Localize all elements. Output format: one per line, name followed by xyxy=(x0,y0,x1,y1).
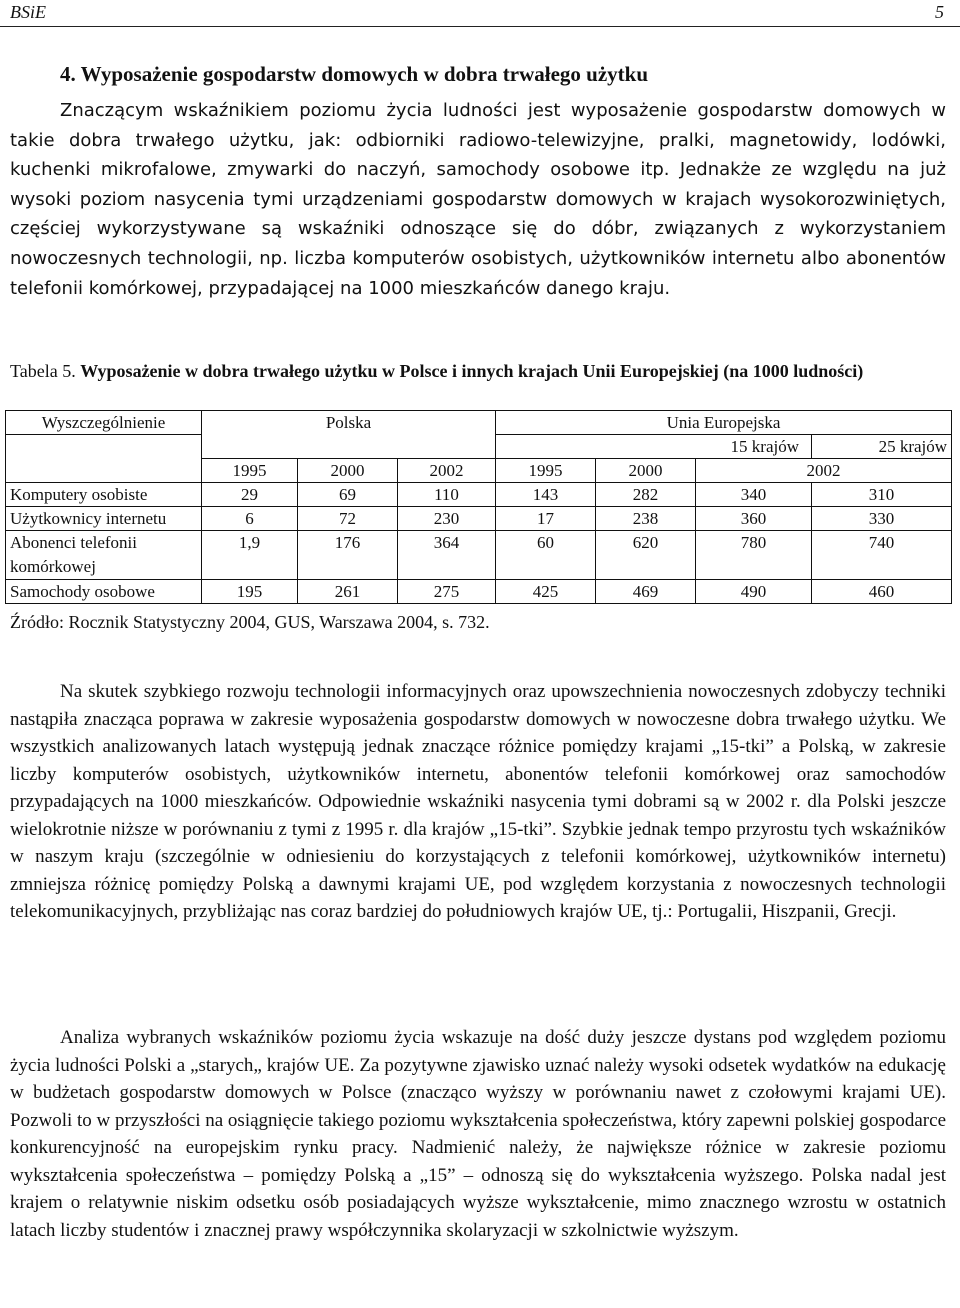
body-paragraph: Analiza wybranych wskaźników poziomu życia wskazuje na dość duży jeszcze dystans pod względem poziomu życia ludności Polski a „starych„ krajów UE. Za pozytywne zjawisko uznać należy wysoki odsetek wydatków na edukację w budżetach gospodarstw domowych w Polsce (znacząco wyższy w porównaniu nawet z czołowymi krajami UE). Pozwoli to w przyszłości na osiągnięcie takiego poziomu wykształcenia społeczeństwa, który zapewni polskiej gospodarce konkurencyjność na europejskim rynku pracy. Nadmienić należy, że największe różnice w zakresie poziomu wykształcenia społeczeństwa – pomiędzy Polską a „15” – odnoszą się do wykształcenia wyższego. Polska nadal jest krajem o relatywnie niskim odsetku osób posiadających wyższe wykształcenie, mimo znacznego wzrostu w ostatnich latach liczby studentów i znacznej prawy współczynnika skolaryzacji w szkolnictwie wyższym. xyxy=(10,1027,947,1241)
table-caption xyxy=(10,358,946,384)
year-cell: 2002 xyxy=(696,459,952,483)
table-caption-title: Wyposażenie w dobra trwałego użytku w Polsce i innych krajach Unii Europejskiej (na 1000 ludności) xyxy=(80,361,864,381)
table-header-years xyxy=(6,459,952,483)
row-label: Samochody osobowe xyxy=(6,580,202,604)
body-paragraph: Na skutek szybkiego rozwoju technologii informacyjnych oraz upowszechnienia nowoczesnych zdobyczy techniki nastąpiła znacząca poprawa w zakresie wyposażenia gospodarstw domowych w nowoczesne dobra trwałego użytku. We wszystkich analizowanych latach występują jednak znaczące różnice pomiędzy krajami „15-tki” a Polską, w zakresie liczby komputerów osobistych, użytkowników internetu, abonentów telefonii komórkowej oraz samochodów przypadających na 1000 mieszkańców. Odpowiednie wskaźniki nasycenia tymi dobrami są w 2002 r. dla Polski jeszcze wielokrotnie niższe w porównaniu z tymi z 1995 r. dla krajów „15-tki”. Szybkie jednak tempo przyrostu tych wskaźników w naszym kraju (szczególnie w odniesieniu do korzystających z telefonii komórkowej, użytkowników internetu) zmniejsza różnicę pomiędzy Polską a dawnymi krajami UE, pod względem korzystania z nowoczesnych technologii telekomunikacyjnych, przybliżając nas coraz bardziej do południowych krajów UE, tj.: Portugalii, Hiszpanii, Grecji. xyxy=(10,681,946,922)
table-cell: 195 xyxy=(202,580,298,604)
table-row xyxy=(6,483,952,507)
section-title: 4. Wyposażenie gospodarstw domowych w dobra trwałego użytku xyxy=(60,62,649,86)
table-cell: 340 xyxy=(696,483,812,507)
table-cell: 60 xyxy=(496,531,596,580)
table-cell: 469 xyxy=(596,580,696,604)
table-source: Źródło: Rocznik Statystyczny 2004, GUS, Warszawa 2004, s. 732. xyxy=(10,612,490,632)
header-poland: Polska xyxy=(202,411,496,435)
table-cell: 69 xyxy=(298,483,398,507)
table-caption-prefix: Tabela 5. xyxy=(10,361,81,381)
table-cell: 6 xyxy=(202,507,298,531)
table-cell: 17 xyxy=(496,507,596,531)
header-eu15: 15 krajów xyxy=(496,435,812,459)
page-header xyxy=(0,0,960,27)
table-cell: 230 xyxy=(398,507,496,531)
table-cell: 72 xyxy=(298,507,398,531)
table-row xyxy=(6,531,952,580)
row-label: Użytkownicy internetu xyxy=(6,507,202,531)
year-cell: 2002 xyxy=(398,459,496,483)
table-header-row-2 xyxy=(6,435,952,459)
table-cell: 282 xyxy=(596,483,696,507)
table-cell: 261 xyxy=(298,580,398,604)
table-row xyxy=(6,580,952,604)
table-cell: 176 xyxy=(298,531,398,580)
table-cell: 238 xyxy=(596,507,696,531)
row-label: Komputery osobiste xyxy=(6,483,202,507)
table-cell: 460 xyxy=(812,580,952,604)
year-cell: 1995 xyxy=(496,459,596,483)
equipment-table xyxy=(5,410,952,604)
table-header-row-1 xyxy=(6,411,952,435)
table-row xyxy=(6,507,952,531)
table-cell: 275 xyxy=(398,580,496,604)
year-cell: 2000 xyxy=(298,459,398,483)
table-cell: 360 xyxy=(696,507,812,531)
table-cell: 620 xyxy=(596,531,696,580)
table-cell: 330 xyxy=(812,507,952,531)
table-cell: 29 xyxy=(202,483,298,507)
row-label: Abonenci telefonii komórkowej xyxy=(6,531,202,580)
header-journal-abbrev: BSiE xyxy=(10,2,46,22)
header-eu: Unia Europejska xyxy=(496,411,952,435)
header-spec: Wyszczególnienie xyxy=(6,411,202,435)
table-cell: 143 xyxy=(496,483,596,507)
table-cell: 110 xyxy=(398,483,496,507)
table-cell: 740 xyxy=(812,531,952,580)
table-cell: 364 xyxy=(398,531,496,580)
intro-paragraph: Znaczącym wskaźnikiem poziomu życia ludności jest wyposażenie gospodarstw domowych w takie dobra trwałego użytku, jak: odbiorniki radiowo-telewizyjne, pralki, magnetowidy, lodówki, kuchenki mikrofalowe, zmywarki do naczyń, samochody osobowe itp. Jednakże ze względu na już wysoki poziom nasycenia tymi urządzeniami gospodarstw domowych w krajach wysokorozwiniętych, częściej wykorzystywane są wskaźniki odnoszące się do dóbr, związanych z wykorzystaniem nowoczesnych technologii, np. liczba komputerów osobistych, użytkowników internetu albo abonentów telefonii komórkowej, przypadającej na 1000 mieszkańców danego kraju. xyxy=(10,100,946,299)
year-cell: 2000 xyxy=(596,459,696,483)
table-cell: 310 xyxy=(812,483,952,507)
year-cell: 1995 xyxy=(202,459,298,483)
header-eu25: 25 krajów xyxy=(812,435,952,459)
page-number: 5 xyxy=(935,2,944,22)
table-cell: 780 xyxy=(696,531,812,580)
table-cell: 425 xyxy=(496,580,596,604)
table-cell: 490 xyxy=(696,580,812,604)
table-cell: 1,9 xyxy=(202,531,298,580)
